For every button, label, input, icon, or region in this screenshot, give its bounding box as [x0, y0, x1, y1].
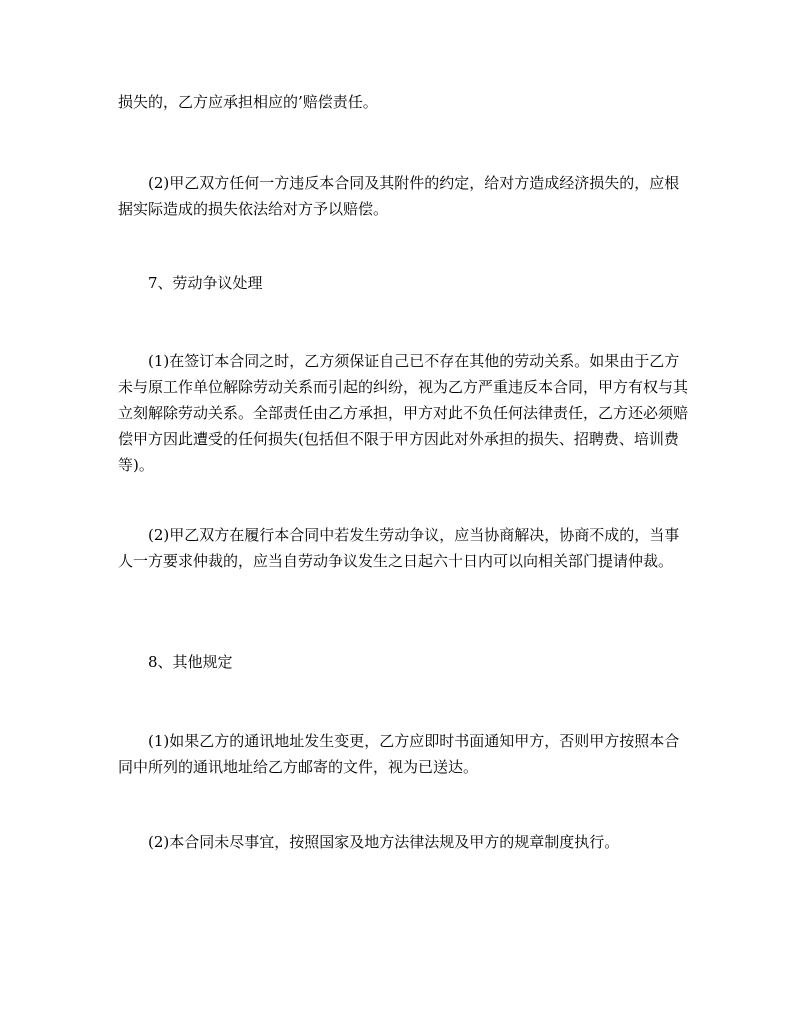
- paragraph-arbitration-clause: (2)甲乙双方在履行本合同中若发生劳动争议，应当协商解决，协商不成的，当事人一方要求仲裁的，应当自劳动争议发生之日起六十日内可以向相关部门提请仲裁。: [118, 526, 680, 570]
- paragraph-unaddressed-matters-clause: (2)本合同未尽事宜，按照国家及地方法律法规及甲方的规章制度执行。: [148, 833, 620, 851]
- section-heading-labor-dispute: 7、劳动争议处理: [148, 274, 263, 292]
- paragraph-address-change-clause: (1)如果乙方的通讯地址发生变更，乙方应即时书面通知甲方，否则甲方按照本合同中所列的通讯地址给乙方邮寄的文件，视为已送达。: [118, 732, 680, 776]
- paragraph-labor-relation-clause: (1)在签订本合同之时，乙方须保证自己已不存在其他的劳动关系。如果由于乙方未与原工作单位解除劳动关系而引起的纠纷，视为乙方严重违反本合同，甲方有权与其立刻解除劳动关系。全部责任由乙方承担，甲方对此不负任何法律责任，乙方还必须赔偿甲方因此遭受的任何损失(包括但不限于甲方因此对外承担的损失、招聘费、培训费等)。: [118, 352, 689, 474]
- paragraph-liability-continuation: 损失的，乙方应承担相应的’赔偿责任。: [118, 93, 378, 111]
- paragraph-compensation-clause: (2)甲乙双方任何一方违反本合同及其附件的约定，给对方造成经济损失的，应根据实际造成的损失依法给对方予以赔偿。: [118, 174, 680, 218]
- section-heading-other-provisions: 8、其他规定: [148, 653, 233, 671]
